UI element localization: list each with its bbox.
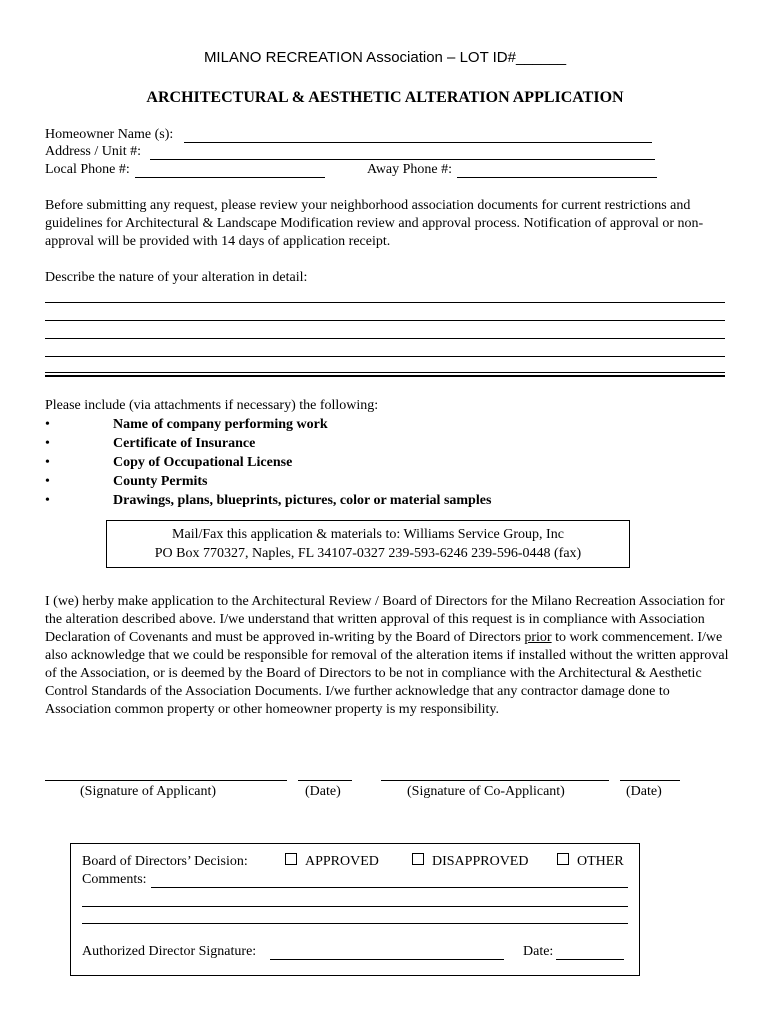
director-signature-line[interactable] — [270, 959, 504, 960]
describe-label: Describe the nature of your alteration in detail: — [45, 270, 308, 285]
bullet-1: • — [45, 417, 50, 432]
director-signature-label: Authorized Director Signature: — [82, 944, 257, 959]
page-title: ARCHITECTURAL & AESTHETIC ALTERATION APPLICATION — [146, 89, 624, 106]
mail-line-2: PO Box 770327, Naples, FL 34107-0327 239-593-6246 239-596-0448 (fax) — [154, 546, 582, 561]
address-field[interactable] — [150, 159, 655, 160]
applicant-signature-label: (Signature of Applicant) — [80, 784, 217, 799]
other-checkbox[interactable] — [557, 853, 569, 865]
away-phone-label: Away Phone #: — [367, 162, 453, 177]
date-line-1[interactable] — [298, 780, 352, 781]
local-phone-label: Local Phone #: — [45, 162, 130, 177]
approved-label: APPROVED — [305, 854, 379, 869]
declaration-text-a: I (we) herby make application to the Architectural Review / Board of Directors for the Milano Recreation Association for the alteration described above. I/we understand that written approval of this request is in compliance with Association Declaration of Covenants and must be approved in-writing by the Board of Directors — [45, 594, 725, 645]
board-date-line[interactable] — [556, 959, 624, 960]
comments-line-3[interactable] — [82, 923, 628, 924]
include-item: Drawings, plans, blueprints, pictures, color or material samples — [113, 493, 492, 508]
prior-emphasis: prior — [524, 630, 552, 645]
mail-line-1: Mail/Fax this application & materials to: Williams Service Group, Inc — [172, 527, 564, 542]
disapproved-label: DISAPPROVED — [432, 854, 529, 869]
comments-line-2[interactable] — [82, 906, 628, 907]
describe-line-3[interactable] — [45, 338, 725, 339]
board-decision-box — [70, 843, 640, 976]
intro-paragraph: Before submitting any request, please review your neighborhood association documents for current restrictions and guidelines for Architectural & Landscape Modification review and approval process. Notification of approval or non-approval will be provided with 14 days of application receipt. — [45, 198, 704, 249]
describe-line-1[interactable] — [45, 302, 725, 303]
section-divider — [45, 375, 725, 377]
declaration-text-b: to work commencement. I/we also acknowledge that we could be responsible for removal of the alteration items if installed without the written approval of the Association, or is deemed by the Board of Directors to be not in compliance with the Architectural & Aesthetic Control Standards of the Association Documents. I/we further acknowledge that any contractor damage done to Association common property or other homeowner property is my responsibility. — [45, 630, 729, 717]
mail-box — [106, 520, 630, 568]
address-label: Address / Unit #: — [45, 144, 142, 159]
include-item: Copy of Occupational License — [113, 455, 293, 470]
approved-option[interactable] — [285, 853, 379, 870]
homeowner-field[interactable] — [184, 142, 652, 143]
homeowner-label: Homeowner Name (s): — [45, 127, 174, 142]
date-line-2[interactable] — [620, 780, 680, 781]
describe-line-4[interactable] — [45, 356, 725, 357]
other-option[interactable] — [557, 853, 624, 870]
away-phone-field[interactable] — [457, 177, 657, 178]
describe-line-5[interactable] — [45, 372, 725, 373]
bullet-3: • — [45, 455, 50, 470]
local-phone-field[interactable] — [135, 177, 325, 178]
bullet-4: • — [45, 474, 50, 489]
comments-line-1[interactable] — [151, 887, 628, 888]
include-item: Certificate of Insurance — [113, 436, 256, 451]
describe-line-2[interactable] — [45, 320, 725, 321]
approved-checkbox[interactable] — [285, 853, 297, 865]
decision-label: Board of Directors’ Decision: — [82, 854, 248, 869]
disapproved-checkbox[interactable] — [412, 853, 424, 865]
bullet-5: • — [45, 493, 50, 508]
co-applicant-signature-label: (Signature of Co-Applicant) — [407, 784, 565, 799]
date-label-2: (Date) — [626, 784, 662, 799]
include-item: Name of company performing work — [113, 417, 328, 432]
include-item: County Permits — [113, 474, 208, 489]
comments-label: Comments: — [82, 872, 147, 887]
other-label: OTHER — [577, 854, 624, 869]
board-date-label: Date: — [523, 944, 554, 959]
date-label-1: (Date) — [305, 784, 341, 799]
association-line: MILANO RECREATION Association – LOT ID#______ — [203, 49, 567, 66]
applicant-signature-line[interactable] — [45, 780, 287, 781]
disapproved-option[interactable] — [412, 853, 528, 870]
bullet-2: • — [45, 436, 50, 451]
declaration-paragraph — [45, 593, 730, 719]
include-heading: Please include (via attachments if necessary) the following: — [45, 398, 379, 413]
co-applicant-signature-line[interactable] — [381, 780, 609, 781]
